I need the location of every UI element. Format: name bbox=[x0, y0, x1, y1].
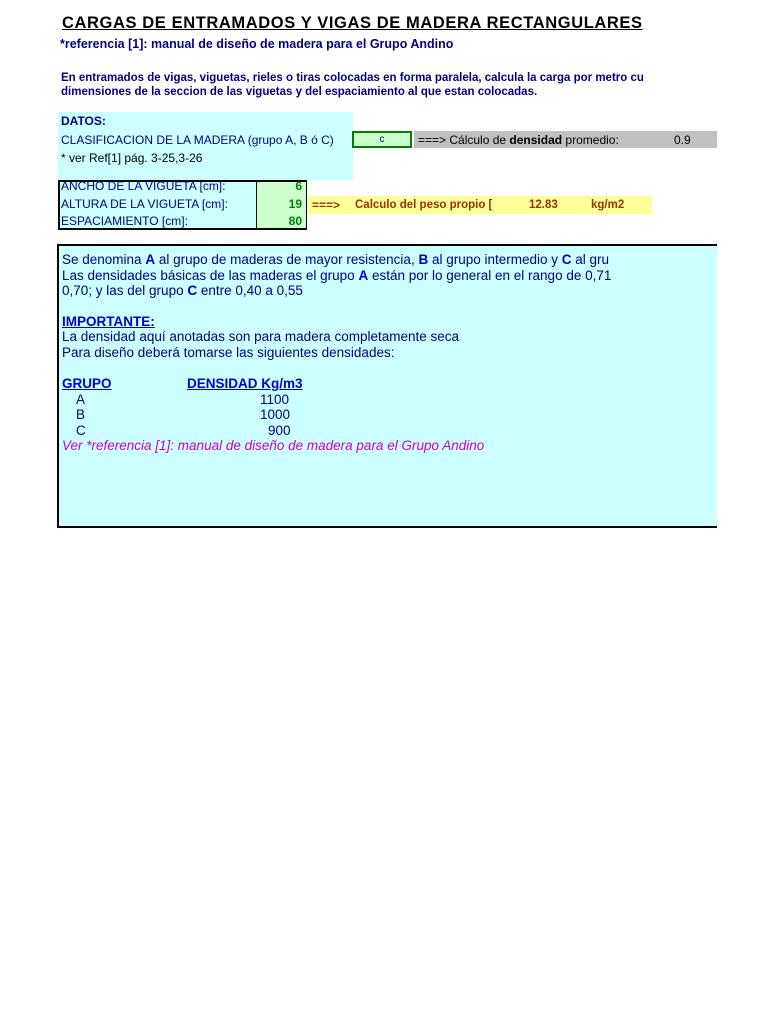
referencia-note: Ver *referencia [1]: manual de diseño de madera para el Grupo Andino bbox=[62, 438, 485, 453]
grupo-a-bold: A bbox=[145, 252, 156, 267]
table-row-grupo: C bbox=[76, 423, 86, 438]
clasificacion-input[interactable]: c bbox=[352, 131, 412, 148]
info-text: al grupo de maderas de mayor resistencia, bbox=[155, 252, 419, 267]
densidad-prefix: ===> Cálculo de bbox=[418, 133, 510, 147]
info-line-5: La densidad aquí anotadas son para madera completamente seca bbox=[62, 329, 460, 344]
densidad-column-header: DENSIDAD Kg/m3 bbox=[187, 376, 303, 391]
ancho-input[interactable]: 6 bbox=[295, 179, 302, 193]
reference-subtitle: *referencia [1]: manual de diseño de madera para el Grupo Andino bbox=[60, 37, 454, 51]
table-row-grupo: A bbox=[76, 392, 86, 407]
info-text: Se denomina bbox=[62, 252, 146, 267]
altura-label: ALTURA DE LA VIGUETA [cm]: bbox=[61, 197, 228, 211]
grupo-c-bold: C bbox=[187, 283, 198, 298]
clasificacion-label: CLASIFICACION DE LA MADERA (grupo A, B ó C) bbox=[61, 133, 334, 147]
info-line-6: Para diseño deberá tomarse las siguientes densidades: bbox=[62, 345, 395, 360]
intro-line-2: dimensiones de la seccion de las viguetas y del espaciamiento al que estan colocadas. bbox=[61, 86, 538, 98]
page-title: CARGAS DE ENTRAMADOS Y VIGAS DE MADERA RECTANGULARES bbox=[62, 14, 643, 32]
datos-label: DATOS: bbox=[61, 114, 106, 128]
grupo-c-bold: C bbox=[561, 252, 572, 267]
info-text: al gru bbox=[571, 252, 610, 267]
ref-note: * ver Ref[1] pág. 3-25,3-26 bbox=[61, 151, 203, 165]
intro-line-1: En entramados de vigas, viguetas, rieles o tiras colocadas en forma paralela, calcula la carga por metro cu bbox=[61, 72, 644, 84]
info-line-3 bbox=[62, 283, 303, 298]
info-text: al grupo intermedio y bbox=[428, 252, 562, 267]
info-text: entre 0,40 a 0,55 bbox=[197, 283, 303, 298]
densidad-suffix: promedio: bbox=[562, 133, 619, 147]
grupo-b-bold: B bbox=[418, 252, 429, 267]
espaciamiento-input[interactable]: 80 bbox=[288, 214, 302, 228]
importante-heading: IMPORTANTE: bbox=[62, 314, 155, 329]
intro-text bbox=[61, 71, 644, 99]
altura-input[interactable]: 19 bbox=[288, 197, 302, 211]
table-row-densidad: 1000 bbox=[260, 407, 291, 422]
peso-unit: kg/m2 bbox=[591, 199, 625, 211]
table-row-densidad: 1100 bbox=[260, 392, 290, 407]
grupo-a-bold: A bbox=[358, 268, 369, 283]
espaciamiento-label: ESPACIAMIENTO [cm]: bbox=[61, 214, 188, 228]
peso-arrow: ===> bbox=[312, 198, 341, 212]
densidad-bold: densidad bbox=[509, 133, 563, 147]
info-line-2 bbox=[62, 268, 611, 283]
table-row-densidad: 900 bbox=[268, 423, 291, 438]
page-clip bbox=[717, 0, 768, 1024]
densidad-label bbox=[418, 133, 619, 147]
info-text: están por lo general en el rango de 0,71 bbox=[368, 268, 612, 283]
peso-value: 12.83 bbox=[529, 199, 558, 211]
info-text: Las densidades básicas de las maderas el grupo bbox=[62, 268, 359, 283]
table-row-grupo: B bbox=[76, 407, 86, 422]
info-text: 0,70; y las del grupo bbox=[62, 283, 188, 298]
ancho-label: ANCHO DE LA VIGUETA [cm]: bbox=[61, 179, 226, 193]
grupo-column-header: GRUPO bbox=[62, 376, 112, 391]
densidad-value: 0.9 bbox=[674, 133, 691, 147]
peso-label: Calculo del peso propio [ bbox=[355, 199, 493, 211]
info-line-1 bbox=[62, 252, 609, 267]
